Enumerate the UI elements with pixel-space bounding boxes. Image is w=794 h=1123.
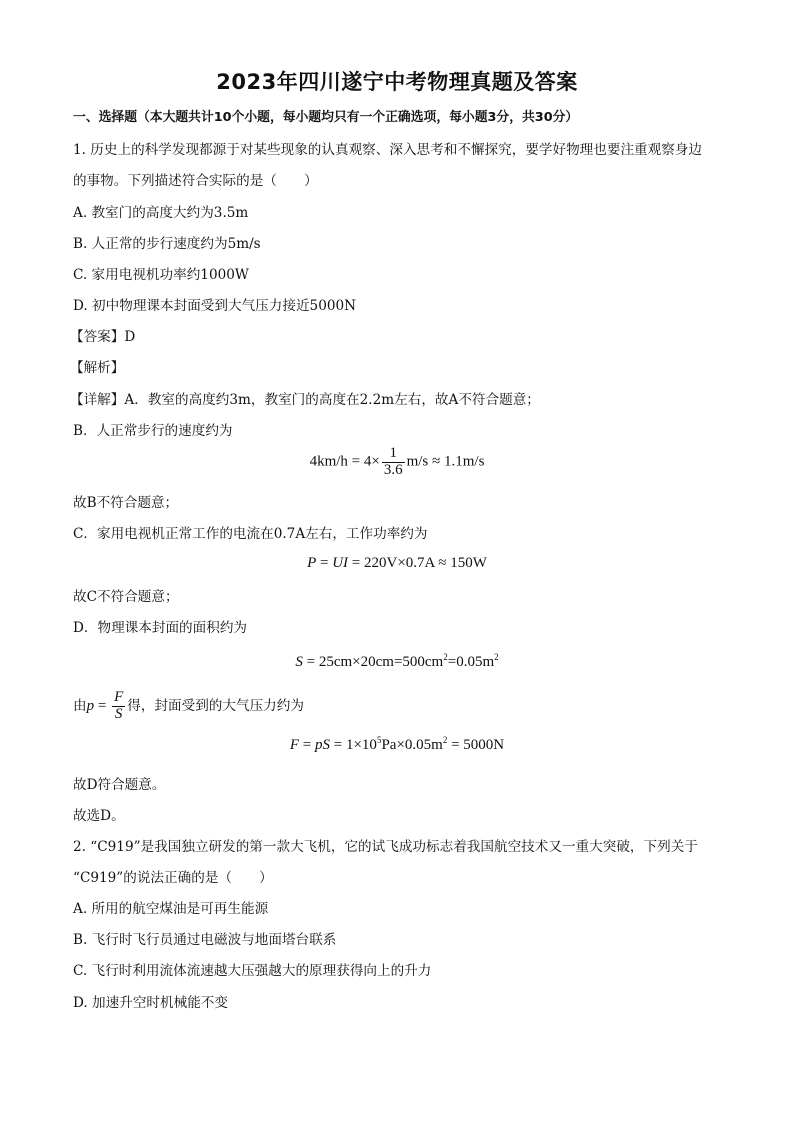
formula-force-var2: pS [315,737,331,753]
q1-option-a: A. 教室门的高度大约为3.5m [73,205,249,221]
q1-option-c: C. 家用电视机功率约1000W [73,267,249,283]
formula-force: F = pS = $1\times 10^5Pa\times 0.05m^2 = 5000N$ [289,735,505,753]
section-heading: 一、选择题（本大题共计10个小题，每小题均只有一个正确选项，每小题3分，共30分） [73,110,579,125]
from-denominator: S [114,706,123,723]
q2-option-d: D. 加速升空时机械能不变 [73,995,228,1011]
q2-stem-line1: 2. “C919”是我国独立研发的第一款大飞机，它的试飞成功标志着我国航空技术又一重大突破，下列关于 [73,839,698,855]
q1-answer: 【答案】D [70,329,136,345]
q1-pressure-derivation: 由p = $\frac{F}{S}$ 得，封面受到的大气压力约为 [73,689,304,723]
formula-speed-left: 4km/h = 4× [309,453,380,470]
from-prefix: 由 [73,698,87,714]
formula-area-mid2: =0.05m [447,654,495,670]
q2-stem-line2: “C919”的说法正确的是（ ） [73,870,273,886]
from-fraction [112,690,125,723]
q1-conclusion-b: 故B不符合题意； [73,495,179,511]
q1-conclusion-d: 故D符合题意。 [73,777,166,793]
formula-area-sup1: 2 [443,652,448,662]
formula-area-sup2: 2 [494,652,499,662]
q1-final-choice: 故选D。 [73,808,125,824]
formula-force-exp: 5 [376,735,382,745]
formula-force-end: = 5000N [447,737,505,753]
formula-force-mid: = 1×10 [330,737,377,753]
q1-detail-c: C．家用电视机正常工作的电流在0.7A左右，工作功率约为 [73,526,428,542]
q1-option-d: D. 初中物理课本封面受到大气压力接近5000N [73,298,357,314]
q2-option-c: C. 飞行时利用流体流速越大压强越大的原理获得向上的升力 [73,963,432,979]
q1-detail-b: B．人正常步行的速度约为 [73,423,233,439]
q1-stem-line1: 1. 历史上的科学发现都源于对某些现象的认真观察、深入思考和不懈探究，要学好物理也要注重观察身边 [73,142,703,158]
q1-option-b: B. 人正常的步行速度约为5m/s [73,236,261,252]
q2-option-b: B. 飞行时飞行员通过电磁波与地面塔台联系 [73,932,337,948]
formula-force-mid2: Pa×0.05m [381,737,443,753]
formula-area [0,652,794,671]
formula-area-var: S [295,654,303,670]
formula-power-var-ui: UI [332,555,349,571]
formula-power-rest: = 220V×0.7A ≈ 150W [351,555,487,571]
q1-detail-d: D．物理课本封面的面积约为 [73,620,248,636]
formula-speed [0,446,794,479]
q2-option-a: A. 所用的航空煤油是可再生能源 [73,901,269,917]
document-title: 2023年四川遂宁中考物理真题及答案 [216,70,578,94]
from-var-p: p [86,698,95,714]
formula-force-var: F [289,737,300,753]
q1-detail-a: 【详解】A．教室的高度约3m，教室门的高度在2.2m左右，故A不符合题意； [70,392,540,408]
formula-speed-fraction [382,446,405,479]
formula-speed-numerator: 1 [382,446,405,463]
q1-analysis-label: 【解析】 [70,360,125,376]
formula-power: P = UI = 220V×0.7A ≈ 150W [307,555,487,571]
formula-speed-right: m/s ≈ 1.1m/s [406,453,485,470]
formula-speed-denominator: 3.6 [383,461,403,478]
q1-conclusion-c: 故C不符合题意； [73,589,179,605]
formula-area-mid: = 25cm×20cm=500cm [302,654,444,670]
from-numerator: F [114,689,124,706]
formula-power-var-p: P [307,555,317,571]
q1-stem-line2: 的事物。下列描述符合实际的是（ ） [73,173,318,189]
formula-force-sup: 2 [442,735,448,745]
from-suffix: 得，封面受到的大气压力约为 [127,698,304,714]
